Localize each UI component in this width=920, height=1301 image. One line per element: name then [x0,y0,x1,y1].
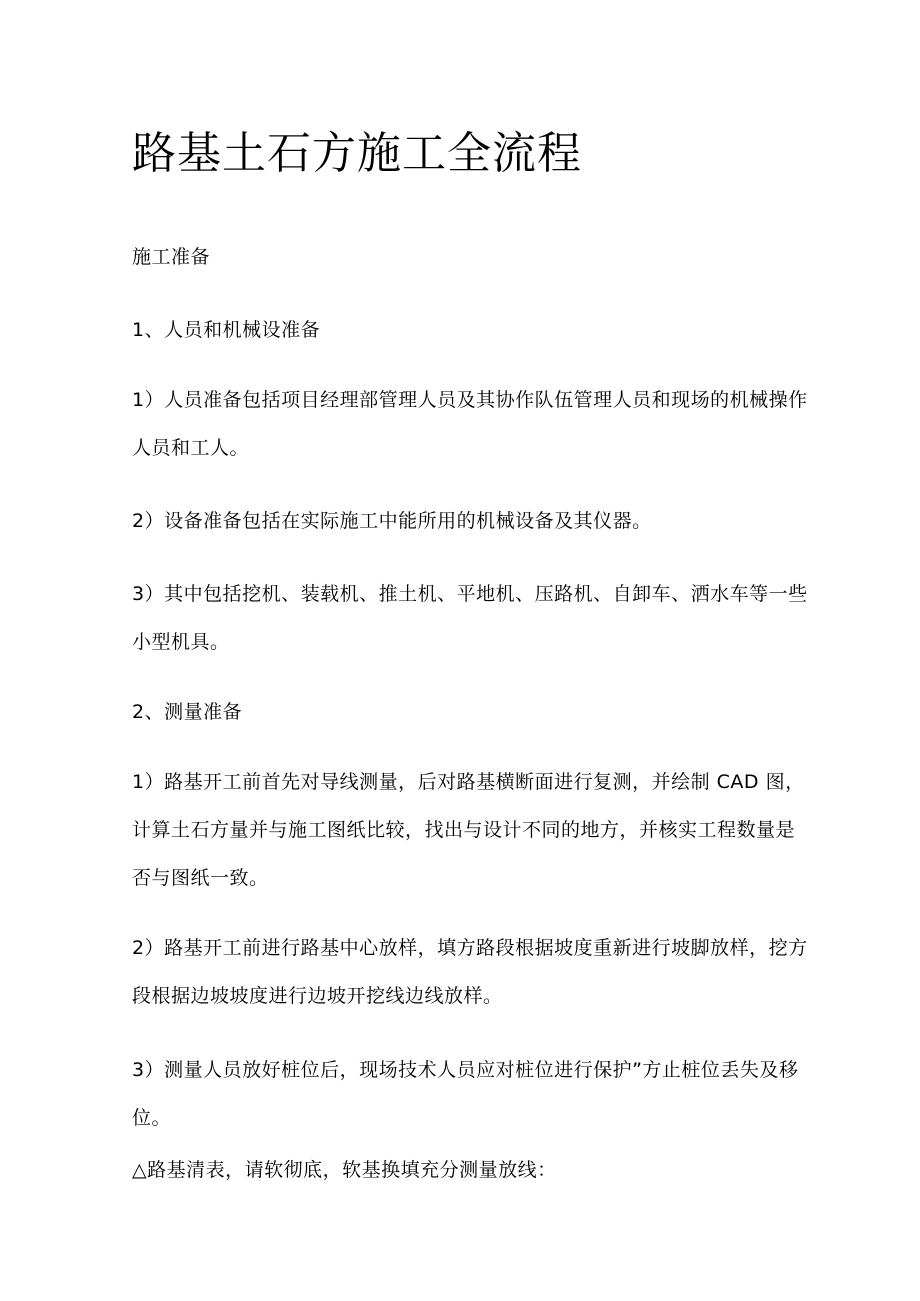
paragraph-centerline-staking: 2）路基开工前进行路基中心放样，填方路段根据坡度重新进行坡脚放样，挖方段根据边坡坡度进行边坡开挖线边线放样。 [132,937,808,1007]
subsection-heading-survey-prep: 2、测量准备 [132,701,243,723]
paragraph-stake-protection: 3）测量人员放好桩位后，现场技术人员应对桩位进行保护”方止桩位丢失及移位。 [132,1059,799,1129]
paragraph-equipment-prep: 2）设备准备包括在实际施工中能所用的机械设备及其仪器。 [132,510,652,532]
paragraph-machinery-list: 3）其中包括挖机、装载机、推土机、平地机、压路机、自卸车、洒水车等一些小型机具。 [132,583,808,653]
document-title: 路基土石方施工全流程 [132,128,582,179]
paragraph-traverse-survey: 1）路基开工前首先对导线测量，后对路基横断面进行复测，并绘制 CAD 图，计算土石方量并与施工图纸比较，找出与设计不同的地方，并核实工程数量是否与图纸一致。 [132,771,805,889]
paragraph-subgrade-clearing: △路基清表，请软彻底，软基换填充分测量放线： [132,1159,557,1181]
subsection-heading-personnel-machinery: 1、人员和机械设准备 [132,319,321,341]
paragraph-personnel-prep: 1）人员准备包括项目经理部管理人员及其协作队伍管理人员和现场的机械操作人员和工人。 [132,389,808,459]
section-heading-construction-prep: 施工准备 [132,246,211,268]
